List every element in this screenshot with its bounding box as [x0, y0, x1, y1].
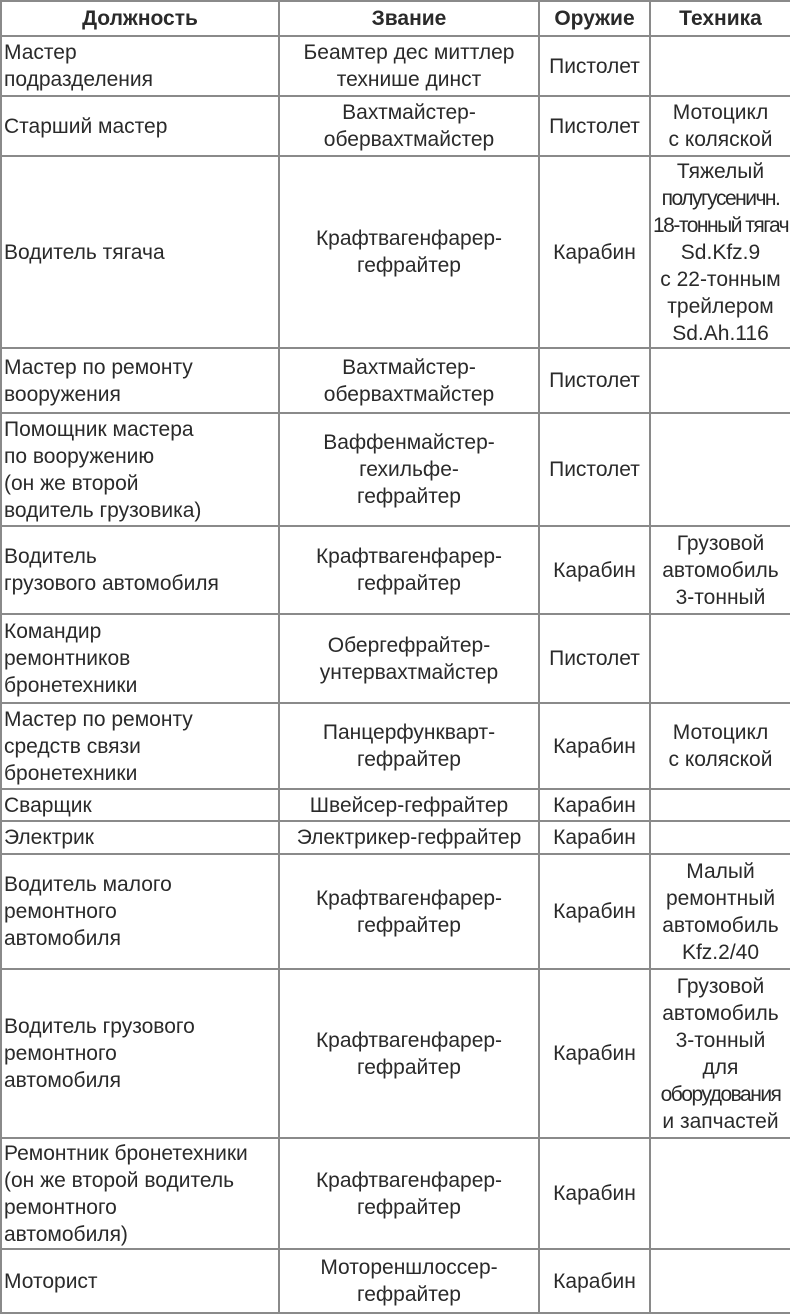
weapon-cell: [539, 703, 650, 789]
rank-cell: [279, 36, 539, 96]
vehicle-line: автомобиль: [662, 558, 779, 582]
rank-line: Крафтвагенфарер-: [315, 1028, 503, 1052]
rank-line: унтервахтмайстер: [319, 660, 499, 684]
rank-line: Беамтер дес миттлер: [303, 41, 515, 64]
position-line: вооружения: [4, 382, 121, 406]
rank-cell: [279, 854, 539, 969]
position-line: автомобиля: [4, 927, 121, 950]
rank-cell: [279, 789, 539, 821]
header-row: [1, 1, 790, 36]
rank-line: гефрайтер: [357, 748, 461, 771]
position-line: ремонтного: [4, 1042, 117, 1065]
weapon-cell: [539, 348, 650, 413]
rank-cell: [279, 156, 539, 348]
table-row: [1, 789, 790, 821]
table-row: [1, 614, 790, 703]
vehicle-cell: [650, 821, 790, 854]
weapon-text: Карабин: [553, 1269, 636, 1293]
position-cell: [1, 348, 279, 413]
vehicle-line: с коляской: [668, 128, 773, 151]
vehicle-line: Мотоцикл: [672, 101, 769, 124]
rank-line: гефрайтер: [357, 485, 461, 508]
rank-cell: [279, 413, 539, 526]
rank-cell: [279, 614, 539, 703]
rank-line: Швейсер-гефрайтер: [309, 793, 509, 817]
position-line: Командир: [4, 620, 102, 643]
position-cell: [1, 703, 279, 789]
vehicle-line: Малый: [686, 859, 755, 883]
vehicle-line: 3-тонный: [675, 585, 766, 609]
rank-line: гефрайтер: [357, 913, 461, 937]
vehicle-line: автомобиль: [662, 1001, 779, 1025]
vehicle-line: ремонтный: [665, 886, 776, 910]
vehicle-cell: [650, 1249, 790, 1313]
rank-line: обервахтмайстер: [323, 128, 495, 151]
weapon-text: Пистолет: [549, 54, 640, 78]
rank-line: гефрайтер: [357, 254, 461, 277]
position-line: ремонтников: [4, 647, 131, 670]
vehicle-cell: [650, 703, 790, 789]
vehicle-cell: [650, 348, 790, 413]
position-line: бронетехники: [4, 761, 138, 785]
vehicle-line: автомобиль: [662, 913, 779, 937]
vehicle-line: Kfz.2/40: [681, 940, 760, 964]
weapon-text: Карабин: [553, 240, 636, 264]
position-line: ремонтного: [4, 900, 117, 923]
weapon-cell: [539, 854, 650, 969]
weapon-text: Карабин: [553, 558, 636, 582]
weapon-text: Карабин: [553, 1182, 636, 1205]
rank-line: Ваффенмайстер-: [323, 431, 495, 454]
weapon-text: Пистолет: [549, 647, 640, 670]
rank-line: Электрикер-гефрайтер: [296, 826, 522, 849]
table-row: [1, 821, 790, 854]
weapon-text: Пистолет: [549, 369, 640, 392]
weapon-cell: [539, 156, 650, 348]
position-line: Сварщик: [4, 793, 92, 817]
vehicle-cell: [650, 789, 790, 821]
header-weapon: Оружие: [539, 1, 650, 36]
vehicle-line: с 22-тонным: [660, 267, 781, 291]
rank-cell: [279, 703, 539, 789]
position-line: Моторист: [4, 1269, 98, 1293]
vehicle-line: и запчастей: [662, 1109, 779, 1133]
vehicle-line: Мотоцикл: [672, 721, 769, 744]
rank-cell: [279, 969, 539, 1138]
position-cell: [1, 969, 279, 1138]
position-cell: [1, 854, 279, 969]
weapon-text: Пистолет: [549, 114, 640, 138]
position-cell: [1, 156, 279, 348]
table-row: [1, 1138, 790, 1249]
position-line: Электрик: [4, 826, 94, 849]
position-line: автомобиля: [4, 1069, 121, 1092]
rank-line: гехильфе-: [359, 458, 459, 481]
weapon-cell: [539, 1249, 650, 1313]
vehicle-line: для: [702, 1055, 739, 1079]
table-row: [1, 96, 790, 156]
position-line: (он же второй водитель: [4, 1168, 235, 1192]
position-cell: [1, 1138, 279, 1249]
position-cell: [1, 1249, 279, 1313]
position-cell: [1, 789, 279, 821]
position-line: бронетехники: [4, 674, 138, 697]
table-body: [1, 36, 790, 1313]
position-line: водитель грузовика): [4, 498, 202, 522]
rank-line: Крафтвагенфарер-: [315, 1168, 503, 1192]
position-cell: [1, 821, 279, 854]
weapon-cell: [539, 969, 650, 1138]
position-cell: [1, 36, 279, 96]
rank-cell: [279, 96, 539, 156]
rank-cell: [279, 821, 539, 854]
rank-line: Крафтвагенфарер-: [315, 545, 503, 568]
vehicle-line: трейлером: [667, 294, 774, 318]
rank-line: Вахтмайстер-: [342, 101, 476, 124]
weapon-text: Карабин: [553, 900, 636, 923]
rank-line: Обергефрайтер-: [327, 633, 491, 657]
table-row: [1, 526, 790, 614]
position-line: Водитель тягача: [4, 240, 165, 264]
weapon-cell: [539, 821, 650, 854]
position-line: ремонтного: [4, 1195, 117, 1219]
vehicle-cell: [650, 96, 790, 156]
table-row: [1, 703, 790, 789]
rank-line: Панцерфункварт-: [322, 721, 496, 744]
vehicle-cell: [650, 614, 790, 703]
vehicle-cell: [650, 526, 790, 614]
rank-line: технише динст: [336, 68, 482, 91]
weapon-cell: [539, 789, 650, 821]
weapon-text: Карабин: [553, 1042, 636, 1065]
weapon-cell: [539, 526, 650, 614]
vehicle-line: Грузовой: [676, 974, 765, 998]
position-cell: [1, 526, 279, 614]
position-line: средств связи: [4, 734, 141, 758]
header-rank: Звание: [279, 1, 539, 36]
weapon-text: Карабин: [553, 826, 636, 849]
vehicle-line: 3-тонный: [675, 1028, 766, 1052]
table-row: [1, 969, 790, 1138]
weapon-cell: [539, 1138, 650, 1249]
rank-line: Вахтмайстер-: [342, 355, 476, 379]
weapon-cell: [539, 614, 650, 703]
table-row: [1, 413, 790, 526]
position-line: Помощник мастера: [4, 417, 194, 441]
table-row: [1, 156, 790, 348]
rank-line: гефрайтер: [357, 1195, 461, 1219]
rank-line: Крафтвагенфарер-: [315, 886, 503, 910]
rank-line: гефрайтер: [357, 1055, 461, 1079]
position-line: по вооружению: [4, 444, 155, 468]
position-line: грузового автомобиля: [4, 572, 219, 595]
weapon-cell: [539, 413, 650, 526]
vehicle-cell: [650, 854, 790, 969]
position-line: Водитель малого: [4, 873, 172, 896]
rank-line: обервахтмайстер: [323, 382, 495, 406]
vehicle-cell: [650, 36, 790, 96]
position-line: Водитель грузового: [4, 1015, 195, 1038]
vehicle-line: Sd.Kfz.9: [680, 240, 761, 264]
table-row: [1, 348, 790, 413]
rank-cell: [279, 348, 539, 413]
header-vehicle: Техника: [650, 1, 790, 36]
rank-cell: [279, 1249, 539, 1313]
position-cell: [1, 96, 279, 156]
table-row: [1, 1249, 790, 1313]
weapon-text: Карабин: [553, 734, 636, 758]
rank-line: гефрайтер: [357, 572, 461, 595]
vehicle-line: с коляской: [668, 748, 773, 771]
rank-cell: [279, 526, 539, 614]
vehicle-cell: [650, 413, 790, 526]
weapon-text: Пистолет: [549, 458, 640, 481]
rank-line: Крафтвагенфарер-: [315, 227, 503, 250]
position-cell: [1, 614, 279, 703]
rank-line: гефрайтер: [357, 1283, 461, 1306]
position-line: Старший мастер: [4, 114, 168, 138]
vehicle-line: Sd.Ah.116: [672, 321, 769, 345]
weapon-cell: [539, 36, 650, 96]
position-line: Мастер по ремонту: [4, 707, 193, 731]
position-line: подразделения: [4, 68, 153, 91]
position-line: Мастер: [4, 41, 77, 64]
weapon-cell: [539, 96, 650, 156]
header-position: Должность: [1, 1, 279, 36]
rank-line: Мотореншлоссер-: [320, 1256, 498, 1279]
position-cell: [1, 413, 279, 526]
table-row: [1, 854, 790, 969]
vehicle-cell: [650, 969, 790, 1138]
vehicle-line: оборудования: [660, 1082, 781, 1106]
weapon-text: Карабин: [553, 793, 636, 817]
vehicle-line: Грузовой: [676, 531, 765, 555]
vehicle-cell: [650, 156, 790, 348]
position-line: (он же второй: [4, 471, 139, 495]
table-row: [1, 36, 790, 96]
vehicle-line: 18-тонный тягач: [653, 213, 789, 237]
vehicle-cell: [650, 1138, 790, 1249]
position-line: автомобиля): [4, 1222, 128, 1246]
vehicle-line: полугусеничн.: [661, 186, 780, 210]
position-line: Водитель: [4, 545, 97, 568]
position-line: Ремонтник бронетехники: [4, 1141, 248, 1165]
position-line: Мастер по ремонту: [4, 355, 193, 379]
vehicle-line: Тяжелый: [676, 159, 765, 183]
rank-cell: [279, 1138, 539, 1249]
